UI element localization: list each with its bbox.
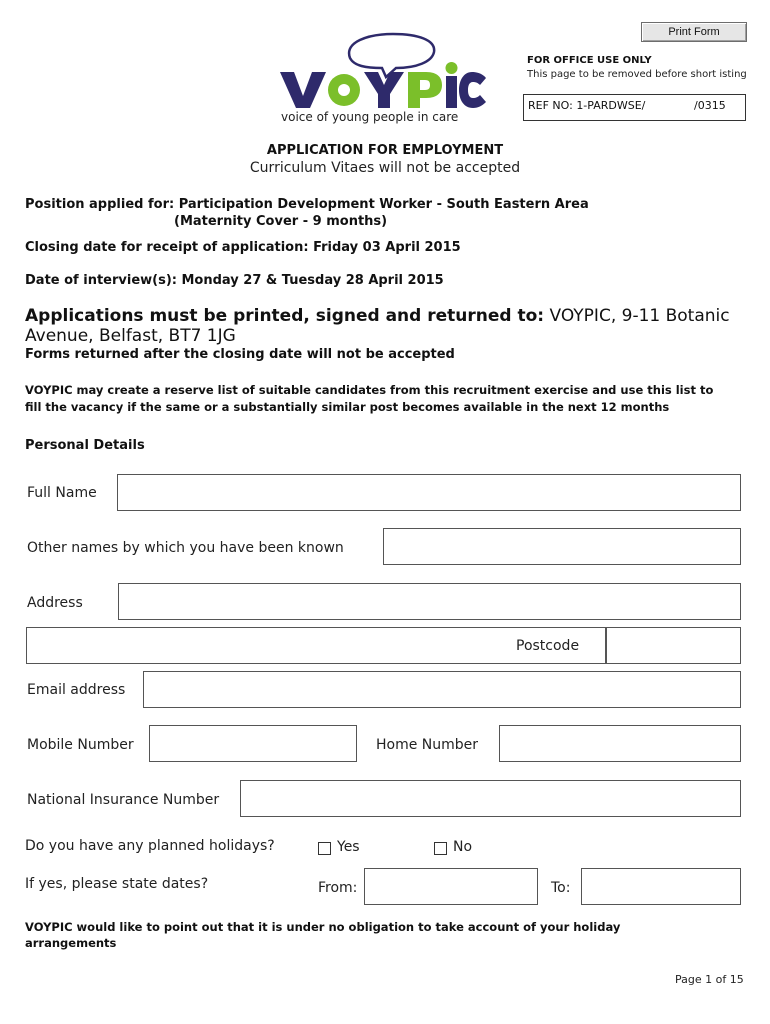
to-label: To:	[551, 880, 571, 896]
return-lead: Applications must be printed, signed and returned to:	[25, 306, 545, 326]
interview-date: Date of interview(s): Monday 27 & Tuesday 28 April 2015	[25, 273, 444, 288]
from-label: From:	[318, 880, 358, 896]
ref-number-box	[523, 94, 746, 121]
mobile-number-field[interactable]	[149, 725, 357, 762]
full-name-field[interactable]	[117, 474, 741, 511]
address-field-line1[interactable]	[118, 583, 741, 620]
position-applied: Position applied for: Participation Development Worker - South Eastern Area	[25, 197, 589, 212]
postcode-field[interactable]	[606, 627, 741, 664]
home-number-field[interactable]	[499, 725, 741, 762]
reserve-list-line2: fill the vacancy if the same or a substantially similar post becomes available in the next 12 months	[25, 400, 670, 414]
form-subtitle: Curriculum Vitaes will not be accepted	[249, 160, 521, 176]
other-names-label: Other names by which you have been known	[27, 540, 344, 556]
mobile-number-label: Mobile Number	[27, 737, 134, 753]
reserve-list-line1: VOYPIC may create a reserve list of suitable candidates from this recruitment exercise and use this list to	[25, 383, 714, 397]
home-number-label: Home Number	[376, 737, 479, 753]
closing-date: Closing date for receipt of application: Friday 03 April 2015	[25, 240, 461, 255]
address-label: Address	[27, 595, 83, 611]
logo-tagline: voice of young people in care	[281, 110, 459, 124]
late-forms-note: Forms returned after the closing date will not be accepted	[25, 347, 455, 362]
holiday-note-line2: arrangements	[25, 936, 117, 950]
form-title: APPLICATION FOR EMPLOYMENT	[266, 143, 504, 158]
holiday-note-line1: VOYPIC would like to point out that it is under no obligation to take account of your holiday	[25, 920, 621, 934]
position-maternity-cover: (Maternity Cover - 9 months)	[174, 214, 388, 229]
ref-number-label: REF NO: 1-PARDWSE/	[528, 99, 646, 112]
office-use-note: This page to be removed before short isting	[527, 69, 747, 80]
other-names-field[interactable]	[383, 528, 741, 565]
holidays-yes-label: Yes	[337, 839, 360, 855]
holidays-no-checkbox[interactable]	[434, 842, 447, 855]
page-number: Page 1 of 15	[675, 973, 744, 986]
holiday-dates-question: If yes, please state dates?	[25, 876, 209, 892]
return-address-2: Avenue, Belfast, BT7 1JG	[25, 326, 236, 346]
print-form-button[interactable]: Print Form	[641, 22, 747, 42]
personal-details-heading: Personal Details	[25, 438, 145, 453]
return-instructions	[25, 306, 730, 326]
full-name-label: Full Name	[27, 485, 97, 501]
office-use-title: FOR OFFICE USE ONLY	[527, 55, 652, 66]
return-address-1: VOYPIC, 9-11 Botanic	[544, 306, 730, 326]
planned-holidays-question: Do you have any planned holidays?	[25, 838, 275, 854]
holiday-to-field[interactable]	[581, 868, 741, 905]
postcode-label: Postcode	[516, 638, 580, 654]
national-insurance-label: National Insurance Number	[27, 792, 220, 808]
email-label: Email address	[27, 682, 126, 698]
national-insurance-field[interactable]	[240, 780, 741, 817]
holidays-yes-checkbox[interactable]	[318, 842, 331, 855]
holidays-no-label: No	[453, 839, 473, 855]
holiday-from-field[interactable]	[364, 868, 538, 905]
email-field[interactable]	[143, 671, 741, 708]
ref-number-suffix: /0315	[694, 99, 726, 112]
